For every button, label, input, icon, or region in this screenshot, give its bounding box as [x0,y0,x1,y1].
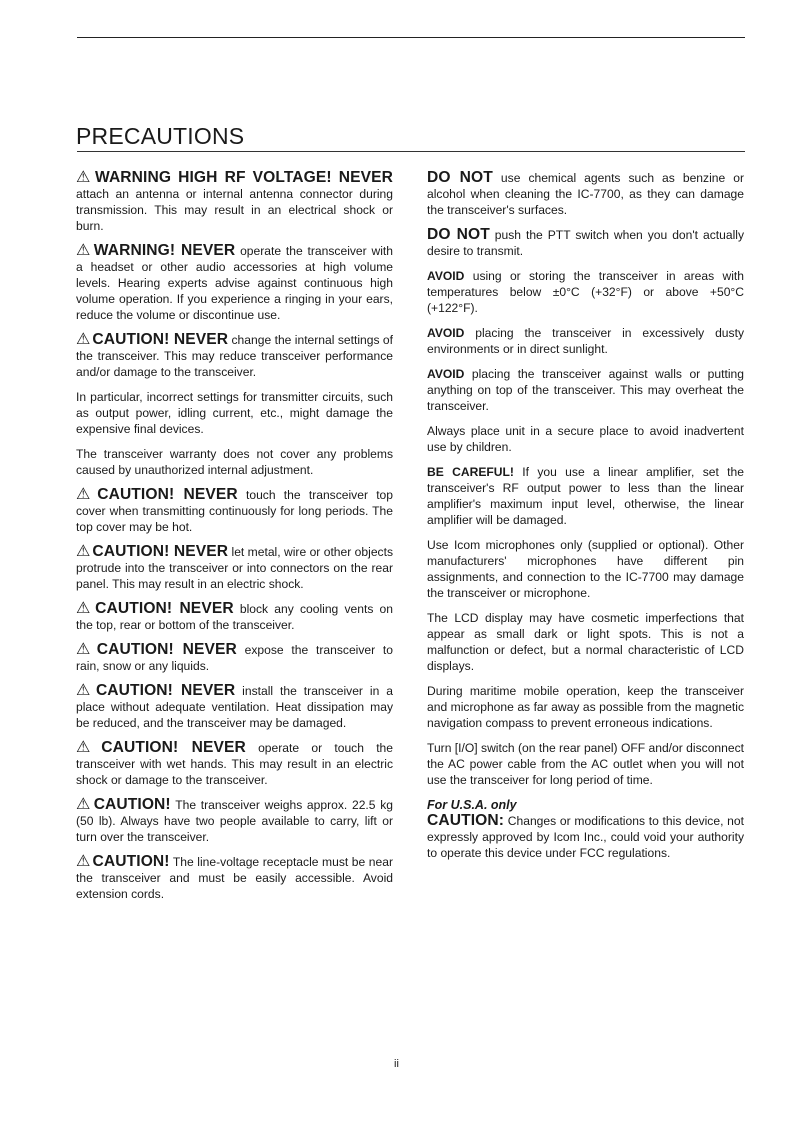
caution-lead: CAUTION! NEVER [101,739,246,756]
warning-triangle-icon: ⚠ [76,543,91,560]
precaution-paragraph [76,642,393,674]
caution-lead: CAUTION! [92,853,170,870]
precaution-paragraph [76,797,393,845]
paragraph-text: The transceiver weighs approx. 22.5 kg (50 lb). Always have two people available to carry, lift or turn over the transceiver. [76,798,393,844]
precaution-paragraph [427,740,744,788]
caution-lead: CAUTION! NEVER [95,600,234,617]
do-not-lead: DO NOT [427,169,493,186]
precaution-paragraph [427,610,744,674]
precaution-paragraph [427,423,744,455]
warning-triangle-icon: ⚠ [76,641,95,658]
precaution-paragraph [76,446,393,478]
paragraph-text: change the internal settings of the transceiver. This may reduce transceiver performance and/or damage to the transceiver. [76,333,394,379]
precaution-paragraph [427,170,744,218]
avoid-lead: AVOID [427,269,465,283]
fcc-notice [427,797,744,861]
paragraph-text: placing the transceiver against walls or putting anything on top of the transceiver. This may overheat the transceiver. [427,367,744,413]
precaution-paragraph [76,332,393,380]
precaution-paragraph [76,170,393,234]
paragraph-text: If you use a linear amplifier, set the transceiver's RF output power to less than the linear amplifier's maximum input level, otherwise, the linear amplifier will be damaged. [427,465,744,527]
caution-lead: CAUTION! [93,796,171,813]
paragraph-text: placing the transceiver in excessively dusty environments or in direct sunlight. [427,326,744,356]
page-title: PRECAUTIONS [76,123,245,149]
precaution-paragraph [76,544,393,592]
paragraph-text: operate the transceiver with a headset or other audio accessories at high volume levels. Hearing experts advise against continuous high volume operation. If you experience a ringing in your ears, reduce the volume or discontinue use. [76,244,393,322]
left-column [76,170,393,911]
paragraph-text: expose the transceiver to rain, snow or any liquids. [76,643,394,673]
warning-triangle-icon: ⚠ [76,853,91,870]
caution-lead: CAUTION! NEVER [97,486,238,503]
warning-triangle-icon: ⚠ [76,600,94,617]
paragraph-text: block any cooling vents on the top, rear or bottom of the transceiver. [76,602,394,632]
precaution-paragraph [427,268,744,316]
caution-lead: CAUTION! NEVER [95,682,236,699]
warning-triangle-icon: ⚠ [76,331,91,348]
caution-lead: CAUTION! NEVER [92,543,229,560]
page-number: ii [394,1058,399,1070]
precaution-paragraph [427,325,744,357]
precaution-paragraph [76,854,393,902]
precaution-paragraph [427,366,744,414]
precaution-paragraph [76,740,393,788]
paragraph-text: push the PTT switch when you don't actually desire to transmit. [427,228,744,258]
warning-lead: WARNING HIGH RF VOLTAGE! NEVER [94,169,393,186]
warning-triangle-icon: ⚠ [76,796,92,813]
paragraph-text: let metal, wire or other objects protrude into the transceiver or into connectors on the rear panel. This may result in an electric shock. [76,545,393,591]
precaution-paragraph [76,243,393,323]
caution-lead: CAUTION! NEVER [96,641,237,658]
avoid-lead: AVOID [427,367,465,381]
caution-lead: CAUTION! NEVER [92,331,229,348]
top-rule [77,37,745,38]
precaution-paragraph [427,683,744,731]
do-not-lead: DO NOT [427,226,490,243]
precaution-paragraph [427,537,744,601]
paragraph-text: During maritime mobile operation, keep the transceiver and microphone as far away as possible from the magnetic navigation compass to prevent erroneous indications. [427,684,744,730]
warning-triangle-icon: ⚠ [76,739,100,756]
precaution-paragraph [76,487,393,535]
precaution-paragraph [76,683,393,731]
title-rule [77,151,745,152]
paragraph-text: install the transceiver in a place without adequate ventilation. Heat dissipation may be reduced, and the transceiver may be damaged. [76,684,393,730]
warning-triangle-icon: ⚠ [76,486,96,503]
warning-triangle-icon: ⚠ [76,682,94,699]
precaution-paragraph [427,464,744,528]
paragraph-text: Use Icom microphones only (supplied or optional). Other manufacturers' microphones have different pin assignments, and connection to the IC-7700 may damage the transceiver or microphone. [427,538,744,600]
warning-triangle-icon: ⚠ [76,169,93,186]
precaution-paragraph [76,601,393,633]
paragraph-text: Changes or modifications to this device, not expressly approved by Icom Inc., could void your authority to operate this device under FCC regulations. [427,814,744,860]
usa-only-label: For U.S.A. only [427,798,517,812]
avoid-lead: AVOID [427,326,465,340]
right-column [427,170,744,870]
paragraph-text: operate or touch the transceiver with wet hands. This may result in an electric shock or damage to the transceiver. [76,741,394,787]
paragraph-text: using or storing the transceiver in areas with temperatures below ±0°C (+32°F) or above +50°C (+122°F). [427,269,744,315]
paragraph-text: attach an antenna or internal antenna connector during transmission. This may result in an electrical shock or burn. [76,187,393,233]
precaution-paragraph [427,227,744,259]
paragraph-text: The line-voltage receptacle must be near the transceiver and must be easily accessible. Avoid extension cords. [76,855,394,901]
paragraph-text: In particular, incorrect settings for transmitter circuits, such as output power, idling current, etc., might damage the expensive final devices. [76,390,393,436]
paragraph-text: Turn [I/O] switch (on the rear panel) OFF and/or disconnect the AC power cable from the AC outlet when you will not use the transceiver for long period of time. [427,741,744,787]
caution-lead: CAUTION: [427,812,505,829]
warning-lead: WARNING! NEVER [93,242,236,259]
paragraph-text: The LCD display may have cosmetic imperfections that appear as small dark or light spots. This is not a malfunction or defect, but a normal characteristic of LCD displays. [427,611,744,673]
paragraph-text: The transceiver warranty does not cover any problems caused by unauthorized internal adjustment. [76,447,393,477]
paragraph-text: touch the transceiver top cover when transmitting continuously for long periods. The top cover may be hot. [76,488,394,534]
paragraph-text: use chemical agents such as benzine or alcohol when cleaning the IC-7700, as they can damage the transceiver's surfaces. [427,171,744,217]
warning-triangle-icon: ⚠ [76,242,92,259]
precaution-paragraph [76,389,393,437]
paragraph-text: Always place unit in a secure place to avoid inadvertent use by children. [427,424,744,454]
be-careful-lead: BE CAREFUL! [427,465,514,479]
